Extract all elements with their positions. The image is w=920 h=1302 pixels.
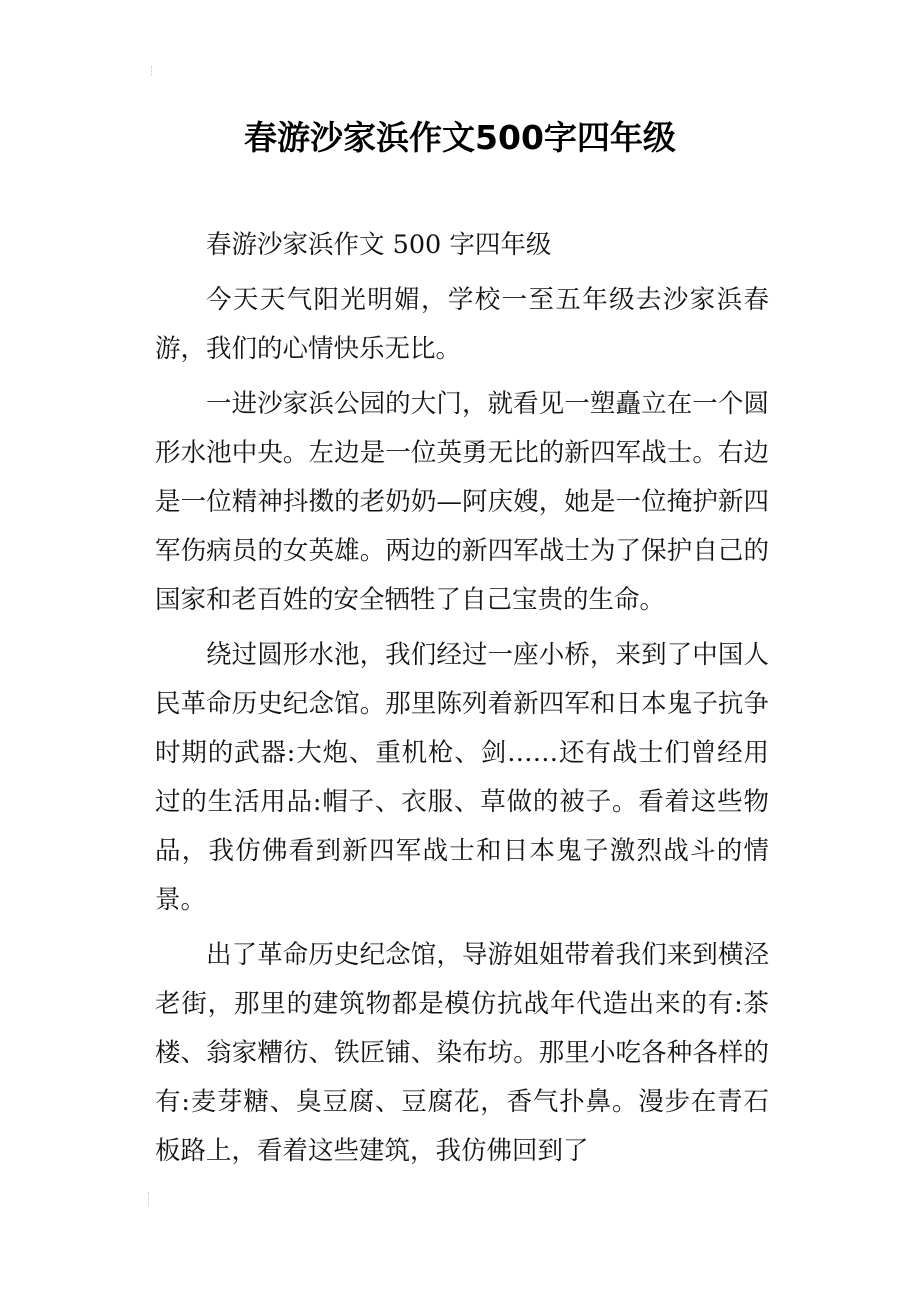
paragraph-park-gate: 一进沙家浜公园的大门，就看见一塑矗立在一个圆形水池中央。左边是一位英勇无比的新四军战士。右边是一位精神抖擞的老奶奶—阿庆嫂，她是一位掩护新四军伤病员的女英雄。两边的新四军战士为了保护自己的国家和老百姓的安全牺牲了自己宝贵的生命。 (155, 389, 769, 615)
paragraph-intro: 今天天气阳光明媚，学校一至五年级去沙家浜春游，我们的心情快乐无比。 (155, 285, 769, 364)
document-title: 春游沙家浜作文500字四年级 (244, 118, 676, 157)
paragraph-memorial-hall: 绕过圆形水池，我们经过一座小桥，来到了中国人民革命历史纪念馆。那里陈列着新四军和日本鬼子抗争时期的武器:大炮、重机枪、剑……还有战士们曾经用过的生活用品:帽子、衣服、草做的被子。看着这些物品，我仿佛看到新四军战士和日本鬼子激烈战斗的情景。 (155, 640, 769, 915)
paragraph-old-street: 出了革命历史纪念馆，导游姐姐带着我们来到横泾老街，那里的建筑物都是模仿抗战年代造出来的有:茶楼、翁家糟彷、铁匠铺、染布坊。那里小吃各种各样的有:麦芽糖、臭豆腐、豆腐花，香气扑鼻。漫步在青石板路上，看着这些建筑，我仿佛回到了 (155, 940, 769, 1166)
page-corner-mark (148, 1192, 155, 1206)
paragraph-subtitle: 春游沙家浜作文 500 字四年级 (206, 230, 552, 260)
page-corner-mark (151, 66, 158, 76)
document-body (155, 221, 769, 1182)
